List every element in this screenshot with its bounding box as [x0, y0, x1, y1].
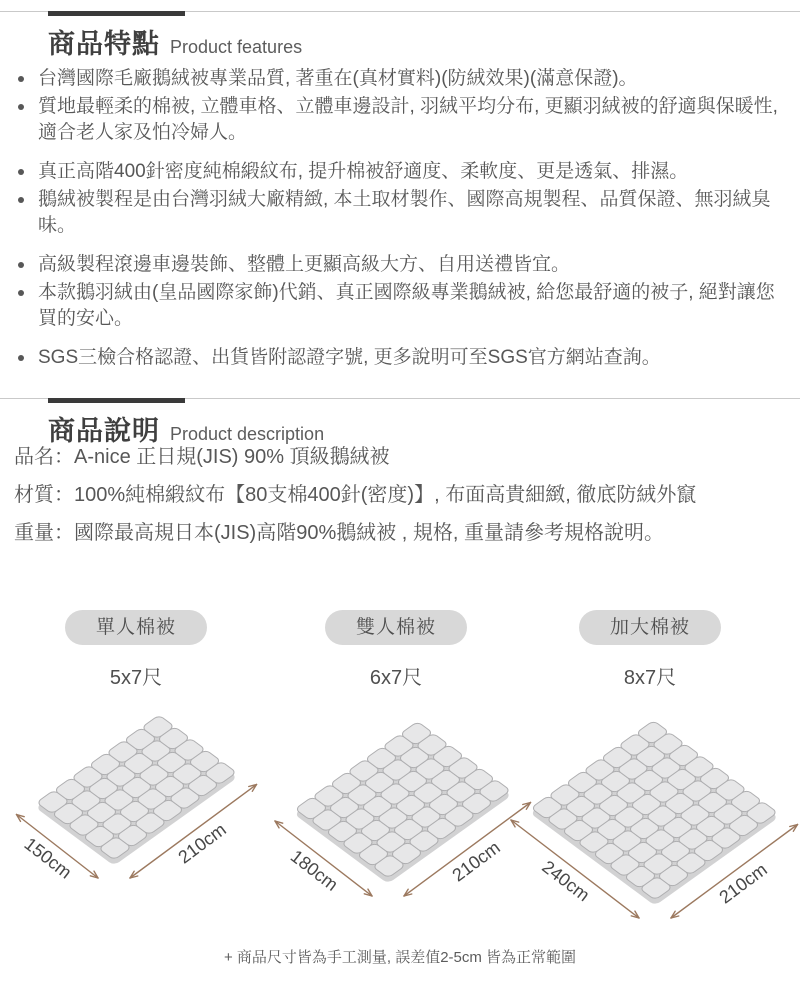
feature-item: 台灣國際毛廠鵝絨被專業品質, 著重在(真材實料)(防絨效果)(滿意保證)。: [14, 66, 792, 92]
quilt-illustrations: [0, 690, 800, 940]
dimension-label: 210cm: [715, 859, 771, 908]
dimension-label: 180cm: [286, 845, 342, 895]
section-subtitle: Product description: [170, 424, 325, 444]
measurement-note: + 商品尺寸皆為手工測量, 誤差值2-5cm 皆為正常範圍: [223, 949, 577, 966]
size-pill: 雙人棉被: [325, 610, 467, 645]
feature-item: 鵝絨被製程是由台灣羽絨大廠精緻, 本土取材製作、國際高規製程、品質保證、無羽絨臭味。: [14, 187, 792, 239]
header-accent-bar: [48, 11, 185, 16]
dimension-label: 210cm: [448, 837, 504, 886]
weight-row: 重量：國際最高規日本(JIS)高階90%鵝絨被 , 規格, 重量請參考規格說明。: [14, 522, 665, 544]
section-title: 商品特點: [48, 29, 160, 59]
feature-item: SGS三檢合格認證、出貨皆附認證字號, 更多說明可至SGS官方網站查詢。: [14, 345, 792, 371]
product-name-row: 品名：A-nice 正日規(JIS) 90% 頂級鵝絨被: [14, 446, 390, 468]
size-dimension: 6x7尺: [369, 667, 423, 689]
size-pill: 加大棉被: [579, 610, 721, 645]
size-option-single: [46, 610, 226, 690]
feature-item: 本款鵝羽絨由(皇品國際家飾)代銷、真正國際級專業鵝絨被, 給您最舒適的被子, 絕對讓您買的安心。: [14, 280, 792, 332]
dimension-label: 240cm: [538, 856, 594, 906]
description-section-header: [48, 409, 324, 448]
feature-item: 高級製程滾邊車邊裝飾、整體上更顯高級大方、自用送禮皆宜。: [14, 252, 792, 278]
description-rows: [14, 444, 792, 558]
size-option-king: [560, 610, 740, 690]
size-option-double: [306, 610, 486, 690]
feature-item: 質地最輕柔的棉被, 立體車格、立體車邊設計, 羽絨平均分布, 更顯羽絨被的舒適與保暖性, 適合老人家及怕冷婦人。: [14, 94, 792, 146]
features-list: [14, 66, 792, 373]
section-title: 商品說明: [48, 416, 160, 446]
size-dimension: 8x7尺: [623, 667, 677, 689]
features-section-header: [48, 22, 302, 61]
size-pill: 單人棉被: [65, 610, 207, 645]
section-subtitle: Product features: [170, 37, 303, 57]
header-accent-bar: [48, 398, 185, 403]
size-dimension: 5x7尺: [109, 667, 163, 689]
feature-item: 真正高階400針密度純棉緞紋布, 提升棉被舒適度、柔軟度、更是透氣、排濕。: [14, 159, 792, 185]
material-row: 材質：100%純棉緞紋布【80支棉400針(密度)】, 布面高貴細緻, 徹底防絨外竄: [14, 484, 697, 506]
dimension-label: 150cm: [20, 833, 76, 883]
dimension-label: 210cm: [174, 819, 230, 868]
